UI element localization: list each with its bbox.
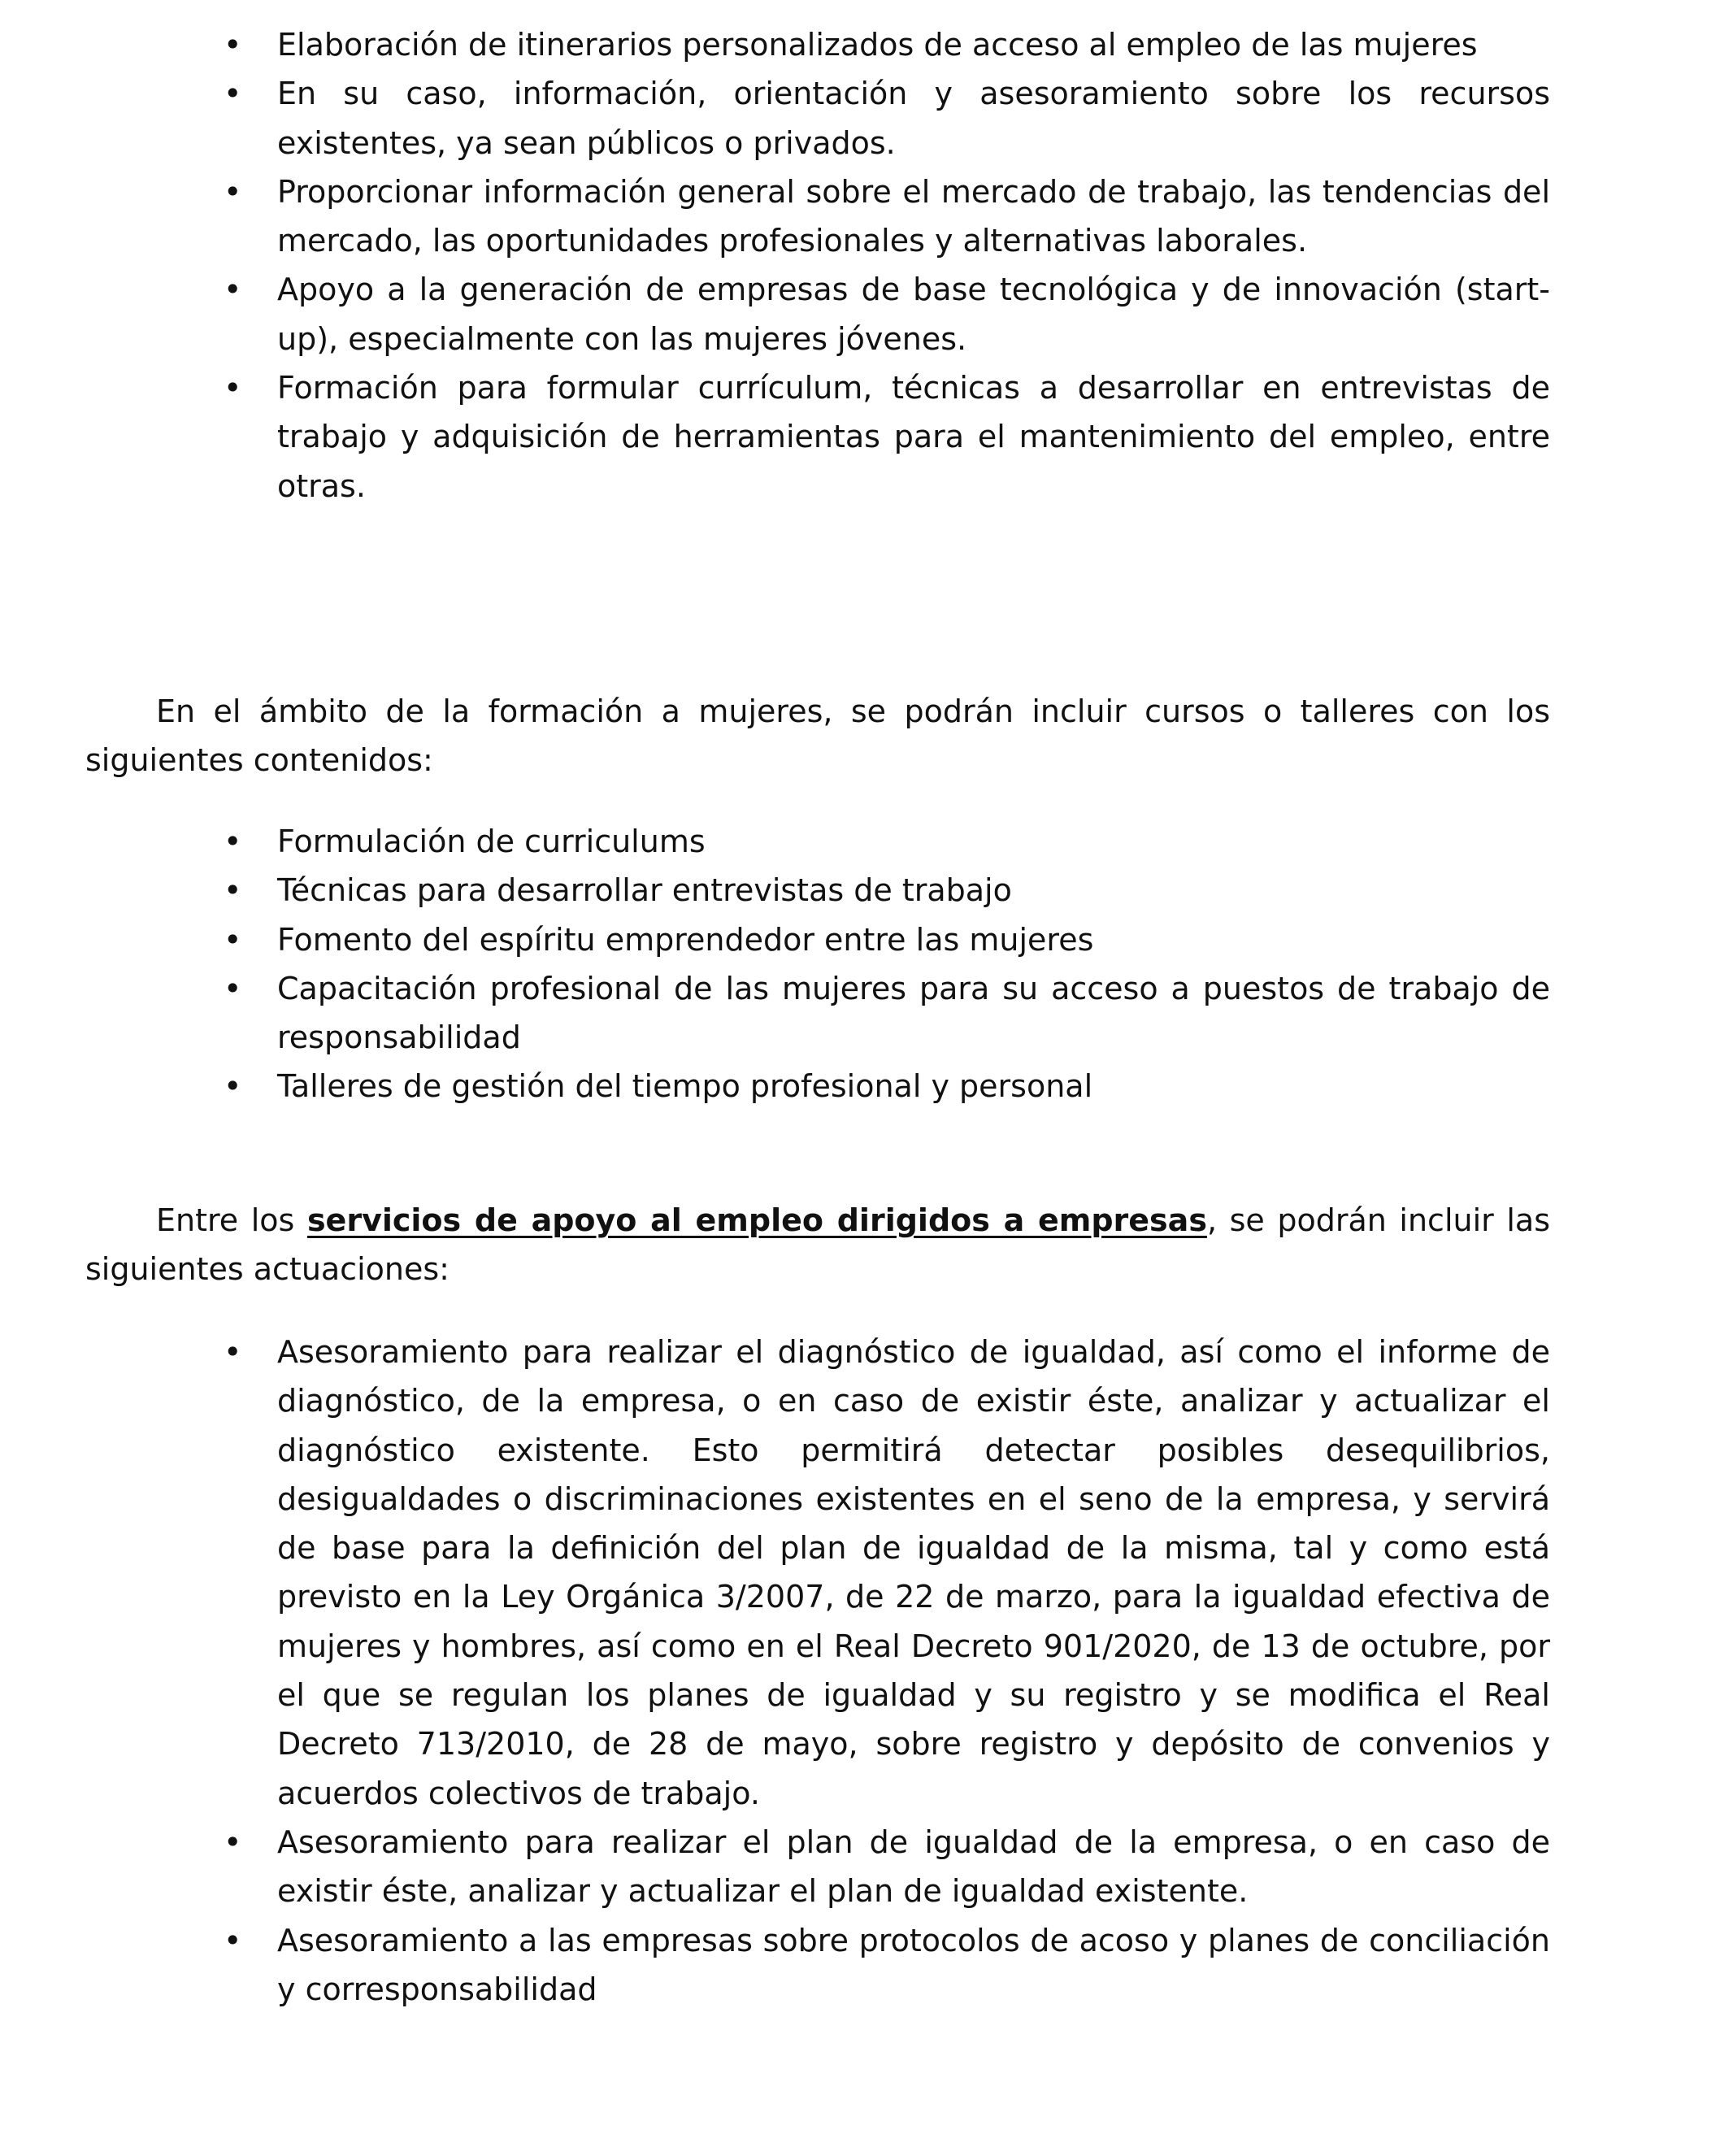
paragraph-text: En el ámbito de la formación a mujeres, se podrán incluir cursos o talleres con los siguientes contenidos: bbox=[85, 693, 1550, 779]
list-item bbox=[85, 69, 1550, 167]
list-item-text: Proporcionar información general sobre el mercado de trabajo, las tendencias del mercado, las oportunidades profesionales y alternativas laborales. bbox=[277, 173, 1550, 259]
bullet-list bbox=[85, 1328, 1550, 2014]
list-item-text: Elaboración de itinerarios personalizados de acceso al empleo de las mujeres bbox=[277, 27, 1478, 63]
list-item-text: Talleres de gestión del tiempo profesional y personal bbox=[277, 1068, 1093, 1105]
list-item-text: En su caso, información, orientación y asesoramiento sobre los recursos existentes, ya sean públicos o privados. bbox=[277, 76, 1550, 161]
list-item bbox=[85, 1062, 1550, 1111]
company-services-intro-paragraph bbox=[85, 1196, 1550, 1294]
list-item bbox=[85, 265, 1550, 363]
list-item bbox=[85, 817, 1550, 866]
bullet-icon: • bbox=[224, 921, 242, 958]
list-item-text: Técnicas para desarrollar entrevistas de trabajo bbox=[277, 872, 1012, 909]
bullet-list bbox=[85, 20, 1550, 511]
job-access-services-list bbox=[85, 20, 1550, 511]
list-item-text: Apoyo a la generación de empresas de base tecnológica y de innovación (start-up), especialmente con las mujeres jóvenes. bbox=[277, 272, 1550, 357]
list-item bbox=[85, 866, 1550, 915]
list-item bbox=[85, 1916, 1550, 2015]
training-contents-list bbox=[85, 817, 1550, 1111]
list-item-text: Fomento del espíritu emprendedor entre las mujeres bbox=[277, 921, 1094, 958]
list-item bbox=[85, 1818, 1550, 1916]
text-before: Entre los bbox=[156, 1202, 307, 1238]
bullet-icon: • bbox=[224, 1922, 242, 1958]
list-item-text: Asesoramiento para realizar el diagnóstico de igualdad, así como el informe de diagnóstico, de la empresa, o en caso de existir éste, analizar y actualizar el diagnóstico existente. Esto permitirá detectar posibles desequilibrios, desigualdades o discriminaciones existentes en el seno de la empresa, y servirá de base para la definición del plan de igualdad de la misma, tal y como está previsto en la Ley Orgánica 3/2007, de 22 de marzo, para la igualdad efectiva de mujeres y hombres, así como en el Real Decreto 901/2020, de 13 de octubre, por el que se regulan los planes de igualdad y su registro y se modifica el Real Decreto 713/2010, de 28 de mayo, sobre registro y depósito de convenios y acuerdos colectivos de trabajo. bbox=[277, 1334, 1550, 1811]
emphasized-heading: servicios de apoyo al empleo dirigidos a empresas bbox=[306, 1202, 1207, 1238]
list-item-text: Formulación de curriculums bbox=[277, 824, 706, 859]
bullet-icon: • bbox=[224, 173, 242, 210]
list-item bbox=[85, 964, 1550, 1063]
bullet-icon: • bbox=[224, 824, 242, 859]
bullet-icon: • bbox=[224, 370, 242, 406]
list-item-text: Formación para formular currículum, técnicas a desarrollar en entrevistas de trabajo y adquisición de herramientas para el mantenimiento del empleo, entre otras. bbox=[277, 370, 1550, 504]
bullet-icon: • bbox=[224, 1334, 242, 1370]
text-after: , se podrán incluir las siguientes actuaciones: bbox=[85, 1202, 1550, 1288]
list-item bbox=[85, 167, 1550, 266]
bullet-icon: • bbox=[224, 76, 242, 112]
bullet-list bbox=[85, 817, 1550, 1111]
list-item bbox=[85, 20, 1550, 69]
bullet-icon: • bbox=[224, 1823, 242, 1860]
list-item bbox=[85, 915, 1550, 964]
paragraph-text bbox=[85, 1196, 1550, 1294]
bullet-icon: • bbox=[224, 1068, 242, 1105]
company-services-list bbox=[85, 1328, 1550, 2014]
list-item-text: Asesoramiento para realizar el plan de igualdad de la empresa, o en caso de existir éste, analizar y actualizar el plan de igualdad existente. bbox=[277, 1823, 1550, 1910]
list-item-text: Asesoramiento a las empresas sobre protocolos de acoso y planes de conciliación y corresponsabilidad bbox=[277, 1922, 1550, 2007]
bullet-icon: • bbox=[224, 27, 242, 63]
bullet-icon: • bbox=[224, 970, 242, 1006]
bullet-icon: • bbox=[224, 272, 242, 308]
bullet-icon: • bbox=[224, 872, 242, 909]
list-item-text: Capacitación profesional de las mujeres para su acceso a puestos de trabajo de responsabilidad bbox=[277, 970, 1550, 1056]
training-intro-paragraph bbox=[85, 687, 1550, 785]
list-item bbox=[85, 1328, 1550, 1818]
list-item bbox=[85, 363, 1550, 511]
